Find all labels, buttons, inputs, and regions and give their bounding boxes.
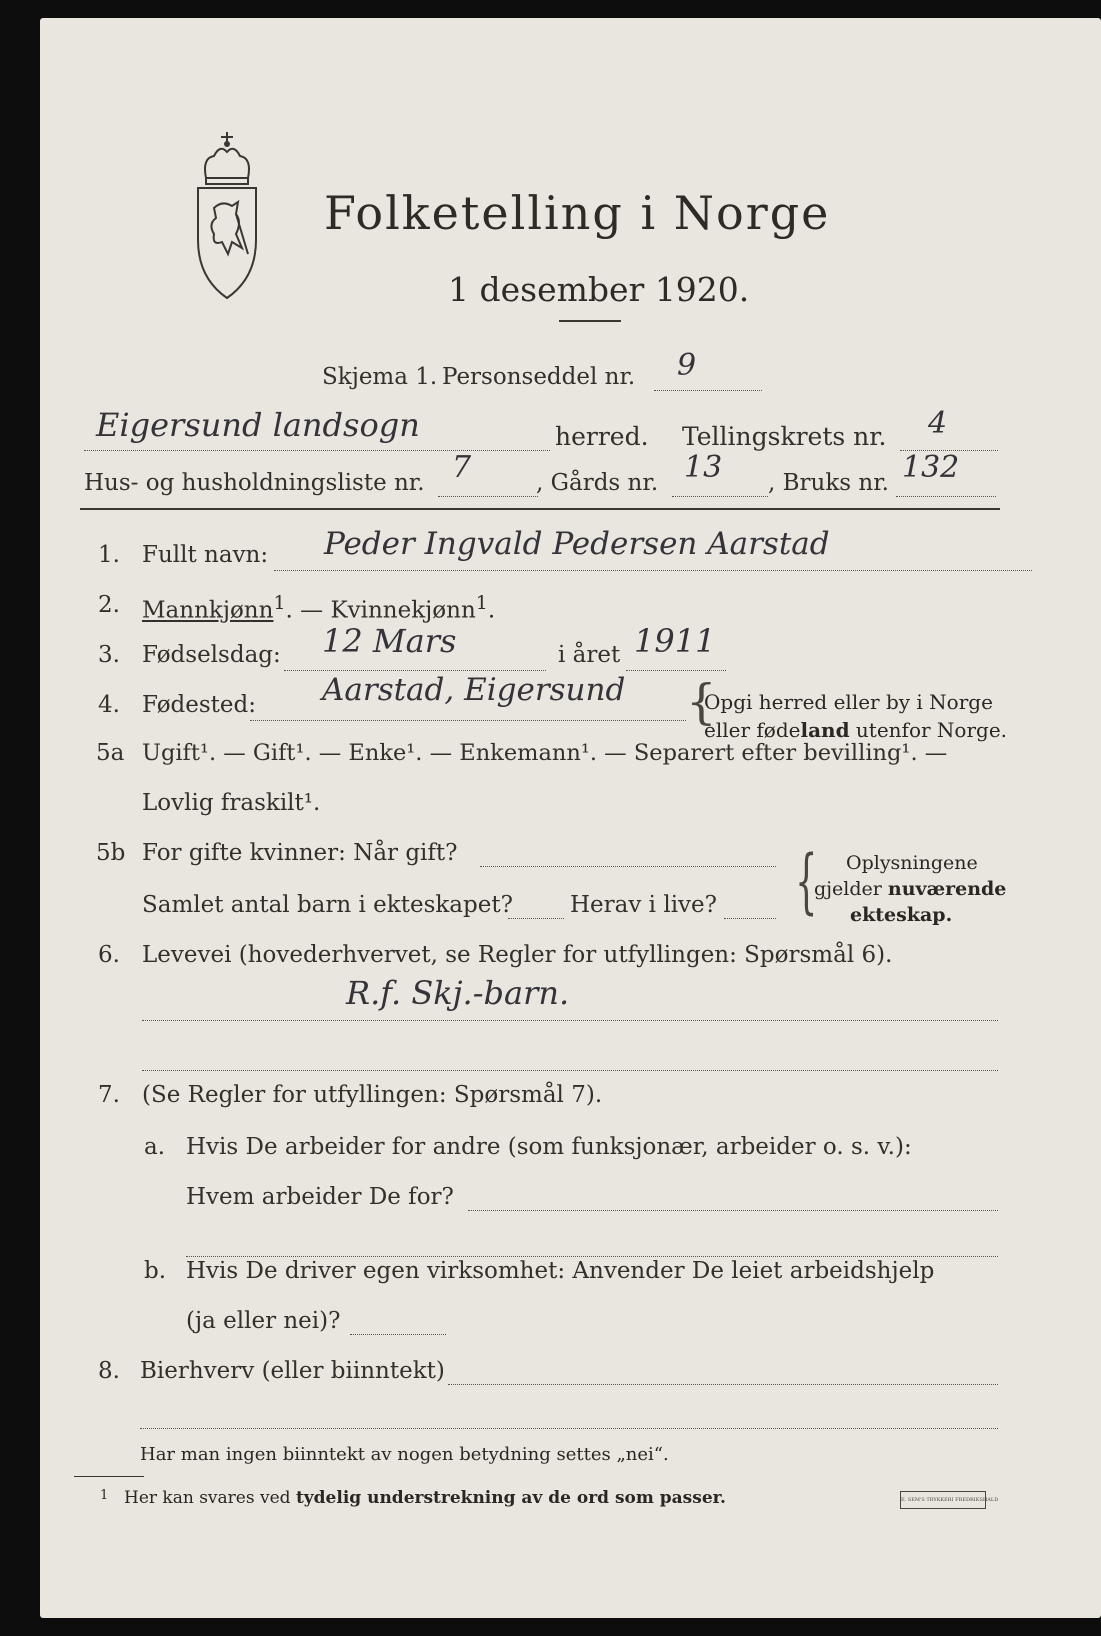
birth-day-value: 12 Mars [322, 622, 457, 660]
q6-label: Levevei (hovederhvervet, se Regler for utfyllingen: Spørsmål 6). [142, 942, 893, 968]
q2-female-option: . — Kvinnekjønn [285, 597, 476, 624]
q1-label: Fullt navn: [142, 542, 269, 568]
q8-note: Har man ingen biinntekt av nogen betydning settes „nei“. [140, 1444, 669, 1465]
q3-year-line [626, 670, 726, 671]
census-form-sheet [40, 18, 1101, 1618]
q1-number: 1. [98, 542, 120, 568]
printer-stamp: E. SEM'S TRYKKERI FREDRIKSHALD [900, 1491, 986, 1509]
herred-line [84, 450, 550, 451]
husliste-label: Hus- og husholdningsliste nr. [84, 470, 425, 496]
q4-note-part-b: land [800, 718, 850, 742]
q3-year-label: i året [558, 642, 621, 668]
q7a-extra-line [186, 1256, 998, 1257]
herred-value: Eigersund landsogn [96, 406, 420, 444]
norwegian-coat-of-arms-icon [192, 130, 262, 302]
q7b-letter: b. [144, 1258, 167, 1284]
q8-line-1 [448, 1384, 998, 1385]
q5a-marital-options: Ugift¹. — Gift¹. — Enke¹. — Enkemann¹. — Separert efter bevilling¹. — [142, 740, 948, 766]
q5a-number: 5a [96, 740, 125, 766]
q5b-when-married-line [480, 866, 776, 867]
gards-label: , Gårds nr. [536, 470, 659, 496]
q4-note-part-c: utenfor Norge. [849, 718, 1008, 742]
q5a-marital-options-2: Lovlig fraskilt¹. [142, 790, 321, 816]
q2-footnote-mark: 1 [273, 592, 286, 614]
q4-number: 4. [98, 692, 120, 718]
q1-line [274, 570, 1032, 571]
tellingskrets-label: Tellingskrets nr. [682, 422, 887, 451]
form-title: Folketelling i Norge [324, 186, 831, 240]
q7b-yes-no-label: (ja eller nei)? [186, 1308, 341, 1334]
q5b-note-part-a: gjelder [814, 878, 888, 900]
footnote-text-a: Her kan svares ved [124, 1488, 296, 1508]
q8-label: Bierhverv (eller biinntekt) [140, 1358, 445, 1384]
q7a-employer-label: Hvem arbeider De for? [186, 1184, 454, 1210]
q2-number: 2. [98, 592, 120, 618]
gards-line [672, 496, 768, 497]
footnote-text-b: tydelig understrekning av de ord som passer. [295, 1488, 726, 1508]
birth-year-value: 1911 [634, 622, 716, 660]
q5b-alive-line [724, 918, 776, 919]
occupation-value: R.f. Skj.-barn. [346, 974, 570, 1012]
q5b-note-line2 [814, 878, 1006, 900]
footnote-divider [74, 1476, 144, 1477]
q4-note-line1: Opgi herred eller by i Norge [704, 690, 993, 714]
q5b-note-part-b: nuværende [887, 878, 1007, 900]
gards-value: 13 [684, 450, 723, 485]
herred-label: herred. [555, 422, 649, 451]
q5b-children-line [508, 918, 564, 919]
q7b-yes-no-line [350, 1334, 446, 1335]
q7-label: (Se Regler for utfyllingen: Spørsmål 7). [142, 1082, 603, 1108]
bruks-value: 132 [902, 450, 960, 485]
q2-male-option: Mannkjønn [142, 597, 274, 624]
q5b-number: 5b [96, 840, 126, 866]
q6-line-2 [142, 1070, 998, 1071]
q5b-note-line3: ekteskap. [850, 904, 953, 926]
q7-number: 7. [98, 1082, 120, 1108]
q4-note-line2 [704, 718, 1007, 742]
q6-number: 6. [98, 942, 120, 968]
bruks-line [896, 496, 996, 497]
q4-label: Fødested: [142, 692, 257, 718]
header-divider [80, 508, 1000, 510]
q5b-when-married-label: For gifte kvinner: Når gift? [142, 840, 458, 866]
bruks-label: , Bruks nr. [768, 470, 889, 496]
full-name-value: Peder Ingvald Pedersen Aarstad [324, 526, 830, 562]
q5b-note-line1: Oplysningene [846, 852, 978, 874]
q8-number: 8. [98, 1358, 120, 1384]
q7a-question: Hvis De arbeider for andre (som funksjonær, arbeider o. s. v.): [186, 1134, 912, 1160]
q3-day-line [284, 670, 546, 671]
q3-label: Fødselsdag: [142, 642, 281, 668]
q2-end: . [487, 597, 496, 624]
q8-line-2 [140, 1428, 998, 1429]
q4-line [250, 720, 686, 721]
q4-note-part-a: eller føde [704, 718, 801, 742]
birthplace-value: Aarstad, Eigersund [322, 672, 626, 708]
q6-line-1 [142, 1020, 998, 1021]
q5b-brace: { [795, 840, 818, 922]
tellingskrets-value: 4 [928, 406, 948, 441]
q7a-letter: a. [144, 1134, 166, 1160]
personseddel-value: 9 [677, 348, 697, 383]
form-date: 1 desember 1920. [448, 270, 750, 309]
personseddel-line [654, 390, 762, 391]
q7a-employer-line [468, 1210, 998, 1211]
personseddel-label: Personseddel nr. [442, 364, 636, 390]
q4-brace: { [686, 674, 717, 730]
title-divider [559, 320, 621, 322]
skjema-label: Skjema 1. [322, 364, 438, 390]
q3-number: 3. [98, 642, 120, 668]
q2-footnote-mark-2: 1 [475, 592, 488, 614]
q5b-children-label: Samlet antal barn i ekteskapet? [142, 892, 513, 918]
q7b-question: Hvis De driver egen virksomhet: Anvender De leiet arbeidshjelp [186, 1258, 935, 1284]
q2-sex [142, 592, 495, 624]
footnote-text [124, 1488, 726, 1508]
q5b-alive-label: Herav i live? [570, 892, 717, 918]
footnote-mark: 1 [100, 1488, 109, 1503]
husliste-value: 7 [452, 450, 472, 485]
husliste-line [438, 496, 538, 497]
